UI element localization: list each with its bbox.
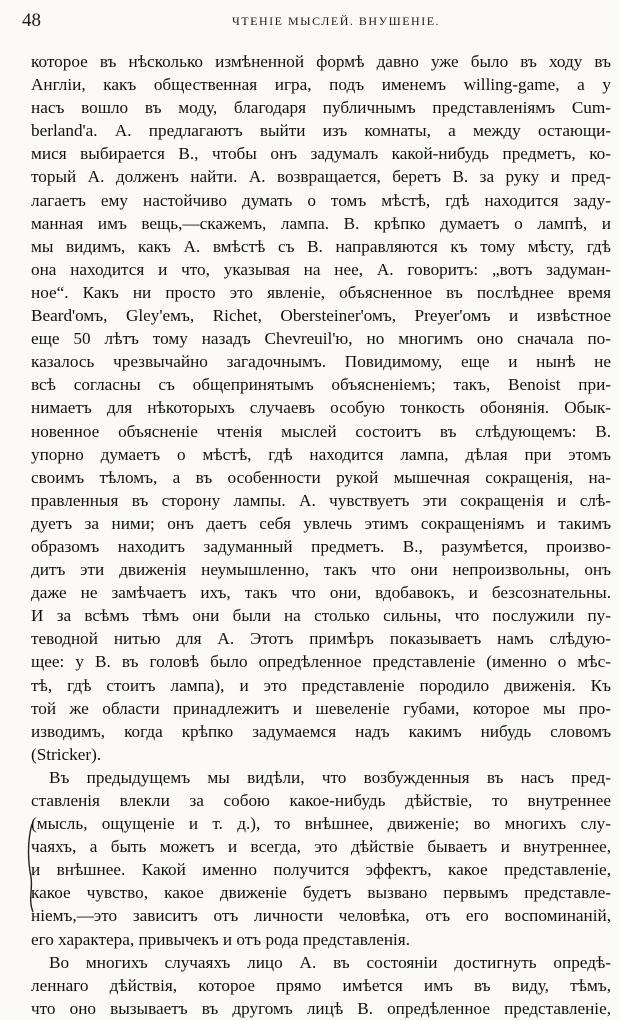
page-header [22,10,612,34]
text-line: изводимъ, когда крѣпко задумаемся надъ какимъ нибудь словомъ [31,721,611,741]
text-line: еще 50 лѣтъ тому назадъ Chevreuil'ю, но многимъ оно сначала по- [31,329,611,349]
text-line: леннаго дѣйствія, которое прямо имѣется имъ въ виду, тѣмъ, [31,975,611,995]
text-line: той же области принадлежитъ и шевеленіе губами, которое мы про- [31,698,611,718]
text-line: она находится и что, указывая на нее, А. говоритъ: „вотъ задуман- [31,259,611,279]
text-line: ставленія влекли за собою какое-нибудь дѣйствіе, то внутреннее [31,791,611,810]
text-line: новенное объясненіе чтенія мыслей состоитъ въ слѣдующемъ: В. [31,421,611,441]
text-line: нимаетъ для нѣкоторыхъ случаевъ особую тонкость обонянія. Обык- [31,398,611,418]
text-line: теводной нитью для А. Этотъ примѣръ показываетъ намъ слѣдую- [31,629,611,649]
text-line: упорно думаетъ о мѣстѣ, гдѣ находится лампа, дѣлая при этомъ [31,444,611,464]
text-line: (мысль, ощущеніе и т. д.), то внѣшнее, движеніе; во многихъ слу- [31,814,611,834]
text-line: мы видимъ, какъ А. вмѣстѣ съ В. направляются къ тому мѣсту, гдѣ [31,236,611,256]
text-line: торый А. долженъ найти. А. возвращается, беретъ В. за руку и пред- [31,167,611,187]
pencil-margin-mark [24,822,38,914]
text-line: Во многихъ случаяхъ лицо А. въ состояніи достигнуть опредѣ- [49,952,611,972]
text-line: какое чувство, какое движеніе будетъ вызвано первымъ представле- [31,883,611,903]
text-line: казалось чрезвычайно загадочнымъ. Повидимому, еще и нынѣ не [31,352,611,372]
paragraph [31,766,611,951]
text-line: тѣ, гдѣ стоитъ лампа), и это представленіе породило движенія. Къ [31,675,611,695]
text-line: и внѣшнее. Какой именно получится эффектъ, какое представленіе, [31,860,611,880]
text-line: образомъ находитъ задуманный предметъ. В., разумѣется, произво- [31,536,611,556]
page-number: 48 [22,10,41,31]
text-line: своимъ тѣломъ, а въ особенности рукой мышечная сокращенія, на- [31,467,611,487]
text-line: Англіи, какъ общественная игра, подъ именемъ willing-game, а у [31,75,611,95]
text-line: (Stricker). [31,744,102,764]
paragraph [31,50,611,766]
text-line: всѣ согласны съ общепринятымъ объясненіемъ; такъ, Benoist при- [31,375,611,395]
text-line: насъ вошло въ моду, благодаря публичнымъ представленіямъ Cum- [31,98,611,118]
text-line: дуетъ за ними; онъ даетъ себя увлечь этимъ сокращеніямъ и такимъ [31,513,611,533]
running-title: ЧТЕНІЕ МЫСЛЕЙ. ВНУШЕНІЕ. [232,14,441,28]
text-line: правленныя въ сторону лампы. А. чувствуетъ эти сокращенія и слѣ- [31,490,611,510]
text-line: дитъ эти движенія неумышленно, такъ что они непроизвольны, онъ [31,560,611,580]
text-line: манная имъ вещь,—скажемъ, лампа. В. крѣпко думаетъ о лампѣ, и [31,213,611,233]
text-line: лагаетъ ему настойчиво думать о томъ мѣстѣ, гдѣ находится заду- [31,190,611,210]
text-line: ное“. Какъ ни просто это явленіе, объясненное въ послѣднее время [31,282,611,302]
text-line: щее: у В. въ головѣ было опредѣленное представленіе (именно о мѣс- [31,652,611,672]
text-line: Въ предыдущемъ мы видѣли, что возбужденныя въ насъ пред- [49,767,611,787]
text-line: что оно вызываетъ въ другомъ лицѣ В. опредѣленное представленіе, [31,998,611,1018]
text-line: его характера, привычекъ и отъ рода представленія. [31,929,411,949]
text-line: даже не замѣчаетъ ихъ, такъ что они, вдобавокъ, и безсознательны. [31,583,611,603]
body-text [31,50,611,1020]
text-line: мися выбирается В., чтобы онъ задумалъ какой-нибудь предметъ, ко- [31,144,611,164]
text-line: berland'а. А. предлагаютъ выйти изъ комнаты, а между остающи- [31,121,611,141]
text-line: И за всѣмъ тѣмъ они были на столько сильны, что послужили пу- [31,606,611,626]
text-line: Beard'омъ, Gley'емъ, Richet, Obersteiner'омъ, Preyer'омъ и извѣстное [31,306,611,326]
paragraph [31,951,611,1020]
text-line: чаяхъ, а быть можетъ и всегда, это дѣйствіе бываетъ и внутреннее, [31,837,611,857]
text-line: которое въ нѣсколько измѣненной формѣ давно уже было въ ходу въ [31,52,611,71]
text-line: ніемъ,—это зависитъ отъ личности человѣка, отъ его воспоминаній, [31,906,611,926]
